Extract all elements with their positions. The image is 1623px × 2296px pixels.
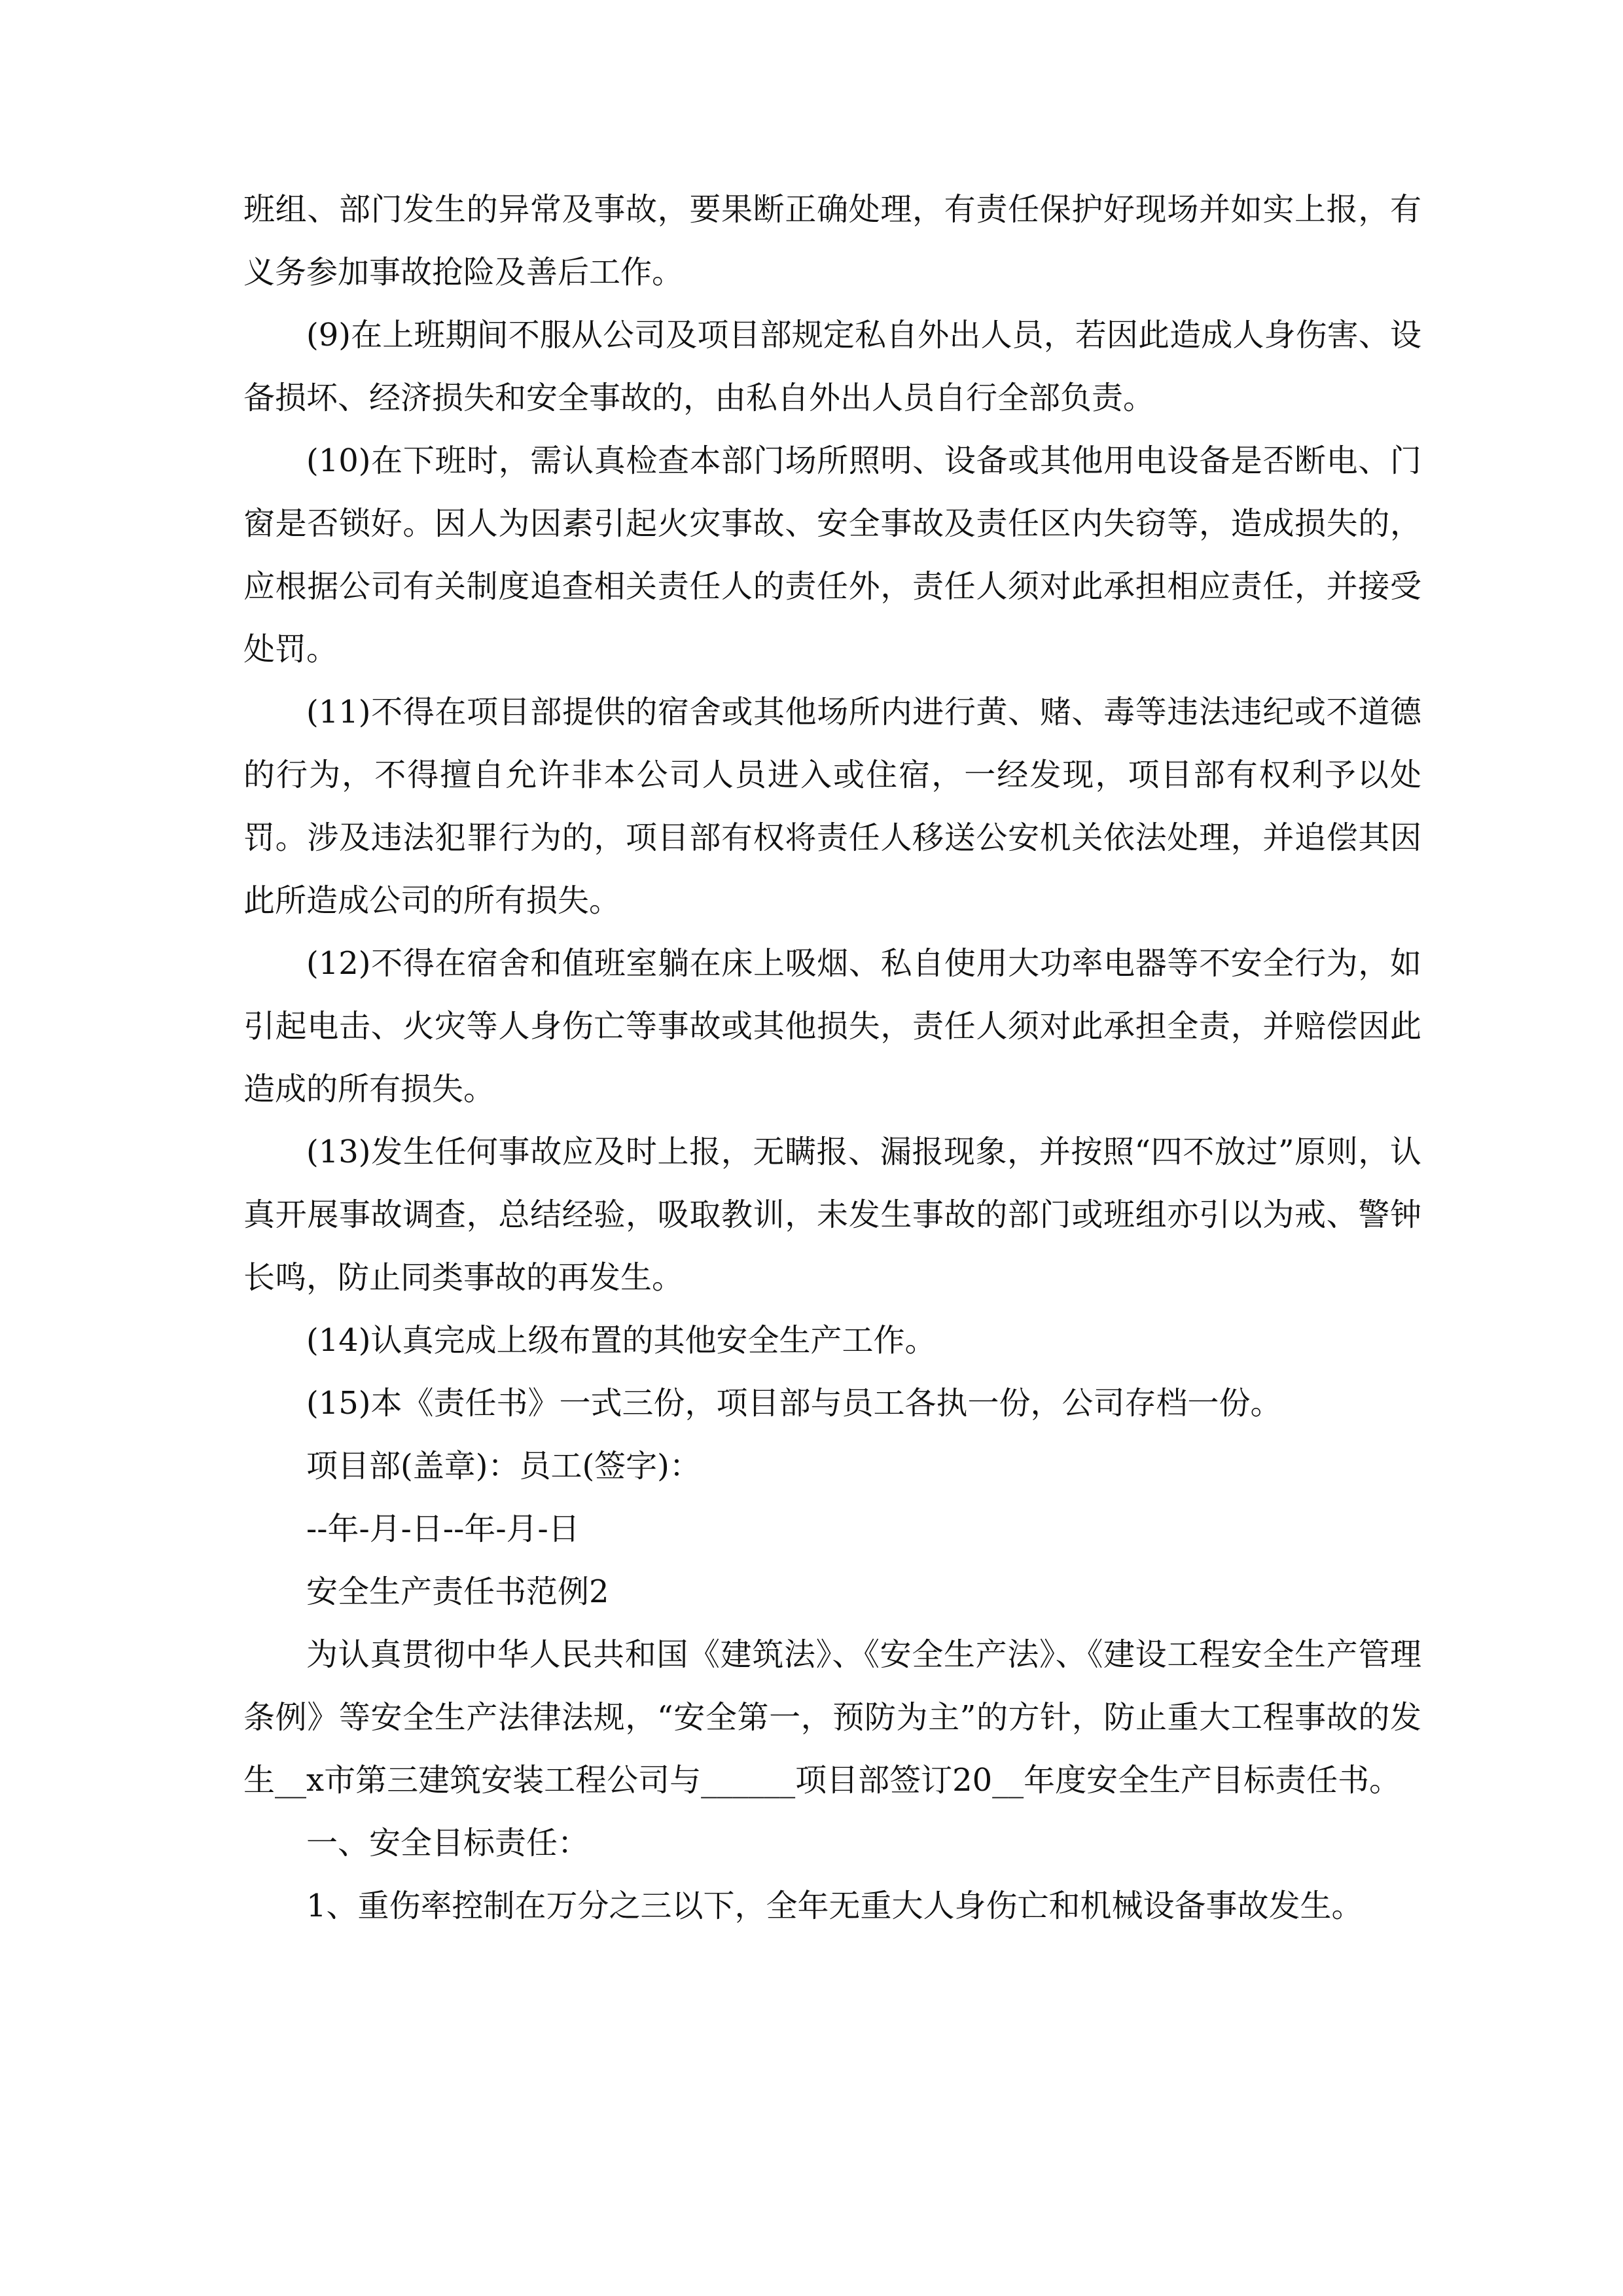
section-title: 安全生产责任书范例2: [306, 1573, 609, 1610]
paragraph-item-13: (13)发生任何事故应及时上报，无瞒报、漏报现象，并按照“四不放过”原则，认真开展事故调查，总结经验，吸取教训，未发生事故的部门或班组亦引以为戒、警钟长鸣，防止同类事故的再发生。: [243, 1134, 1421, 1296]
document-body: [243, 178, 1421, 1937]
paragraph-item-10: (10)在下班时，需认真检查本部门场所照明、设备或其他用电设备是否断电、门窗是否锁好。因人为因素引起火灾事故、安全事故及责任区内失窃等，造成损失的，应根据公司有关制度追查相关责任人的责任外，责任人须对此承担相应责任，并接受处罚。: [243, 442, 1421, 668]
paragraph-item-9: (9)在上班期间不服从公司及项目部规定私自外出人员，若因此造成人身伤害、设备损坏、经济损失和安全事故的，由私自外出人员自行全部负责。: [243, 317, 1421, 416]
paragraph-continued: 班组、部门发生的异常及事故，要果断正确处理，有责任保护好现场并如实上报，有义务参加事故抢险及善后工作。: [243, 191, 1421, 291]
paragraph-item-11: (11)不得在项目部提供的宿舍或其他场所内进行黄、赌、毒等违法违纪或不道德的行为，不得擅自允许非本公司人员进入或住宿，一经发现，项目部有权利予以处罚。涉及违法犯罪行为的，项目部有权将责任人移送公安机关依法处理，并追偿其因此所造成公司的所有损失。: [243, 694, 1421, 919]
paragraph-item-12: (12)不得在宿舍和值班室躺在床上吸烟、私自使用大功率电器等不安全行为，如引起电击、火灾等人身伤亡等事故或其他损失，责任人须对此承担全责，并赔偿因此造成的所有损失。: [243, 945, 1421, 1107]
paragraph-item-15: (15)本《责任书》一式三份，项目部与员工各执一份，公司存档一份。: [306, 1385, 1282, 1422]
paragraph-goal-1: 1、重伤率控制在万分之三以下，全年无重大人身伤亡和机械设备事故发生。: [306, 1888, 1363, 1924]
paragraph-intro: 为认真贯彻中华人民共和国《建筑法》、《安全生产法》、《建设工程安全生产管理条例》等安全生产法律法规，“安全第一，预防为主”的方针，防止重大工程事故的发生__x市第三建筑安装工程公司与______项目部签订20__年度安全生产目标责任书。: [243, 1636, 1421, 1799]
date-line: --年-月-日--年-月-日: [306, 1511, 580, 1547]
section-heading: 一、安全目标责任：: [306, 1825, 590, 1861]
paragraph-item-14: (14)认真完成上级布置的其他安全生产工作。: [306, 1322, 936, 1359]
signature-line: 项目部(盖章)：员工(签字)：: [306, 1448, 701, 1484]
